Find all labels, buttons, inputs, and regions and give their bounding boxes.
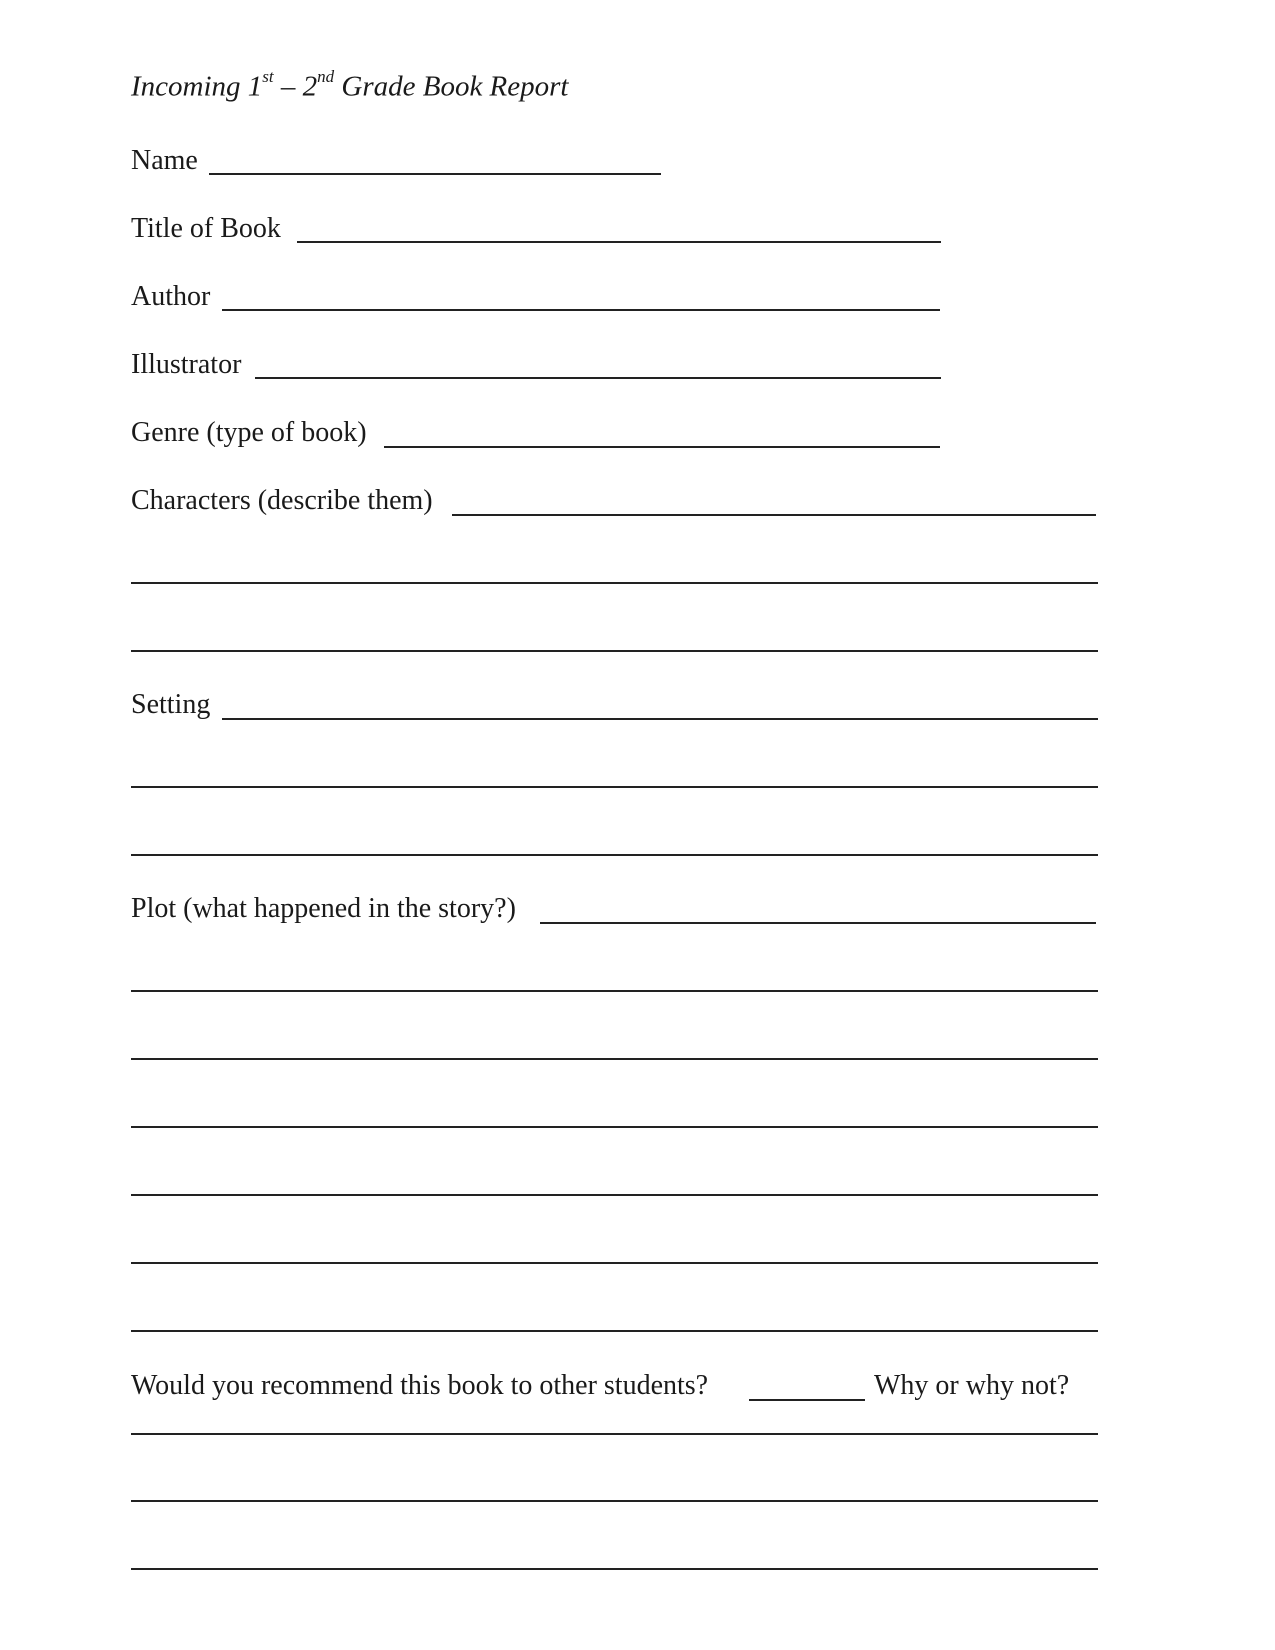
characters-line-2[interactable] bbox=[131, 582, 1098, 584]
plot-line-5[interactable] bbox=[131, 1194, 1098, 1196]
setting-line-3[interactable] bbox=[131, 854, 1098, 856]
genre-label: Genre (type of book) bbox=[131, 417, 367, 448]
recommend-line-4[interactable] bbox=[131, 1568, 1098, 1570]
characters-blank[interactable] bbox=[452, 514, 1096, 516]
plot-line-6[interactable] bbox=[131, 1262, 1098, 1264]
plot-line-7[interactable] bbox=[131, 1330, 1098, 1332]
name-label: Name bbox=[131, 145, 198, 176]
name-blank[interactable] bbox=[209, 173, 661, 175]
plot-line-4[interactable] bbox=[131, 1126, 1098, 1128]
author-label: Author bbox=[131, 281, 211, 312]
characters-label: Characters (describe them) bbox=[131, 485, 433, 516]
genre-blank[interactable] bbox=[384, 446, 940, 448]
setting-line-2[interactable] bbox=[131, 786, 1098, 788]
plot-blank[interactable] bbox=[540, 922, 1096, 924]
title-of-book-label: Title of Book bbox=[131, 213, 281, 244]
recommend-label: Would you recommend this book to other students? bbox=[131, 1370, 709, 1401]
recommend-line-2[interactable] bbox=[131, 1433, 1098, 1435]
author-blank[interactable] bbox=[222, 309, 940, 311]
characters-line-3[interactable] bbox=[131, 650, 1098, 652]
setting-blank[interactable] bbox=[222, 718, 1098, 720]
title-of-book-blank[interactable] bbox=[297, 241, 941, 243]
setting-label: Setting bbox=[131, 689, 211, 720]
why-label: Why or why not? bbox=[874, 1370, 1070, 1401]
recommend-line-3[interactable] bbox=[131, 1500, 1098, 1502]
page-title: Incoming 1st – 2nd Grade Book Report bbox=[131, 67, 569, 103]
recommend-blank[interactable] bbox=[749, 1399, 865, 1401]
illustrator-label: Illustrator bbox=[131, 349, 242, 380]
plot-line-3[interactable] bbox=[131, 1058, 1098, 1060]
illustrator-blank[interactable] bbox=[255, 377, 941, 379]
plot-label: Plot (what happened in the story?) bbox=[131, 893, 516, 924]
plot-line-2[interactable] bbox=[131, 990, 1098, 992]
